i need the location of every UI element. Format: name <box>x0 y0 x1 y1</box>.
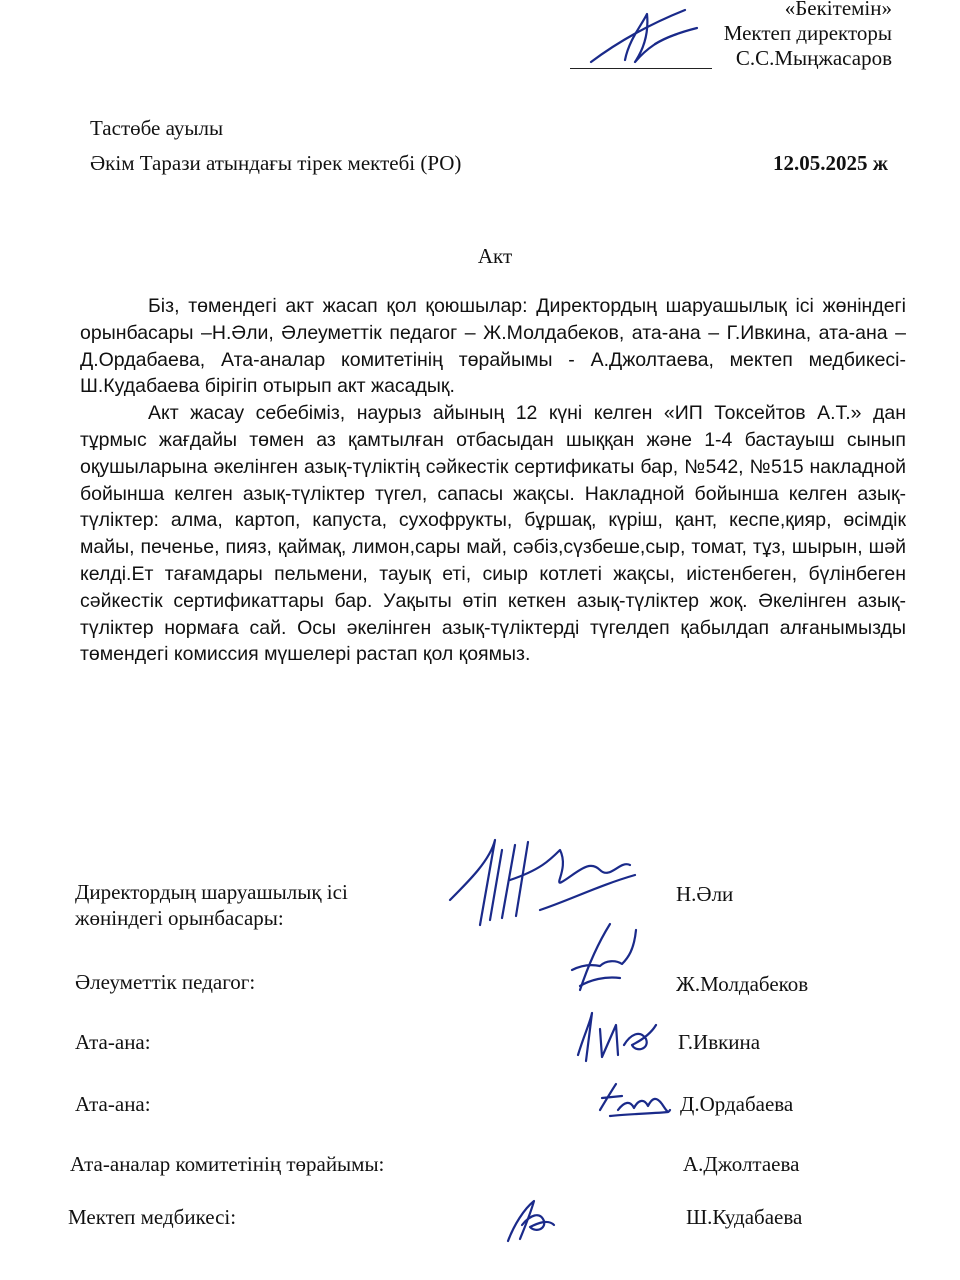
signatory-role: Ата-ана: <box>75 1030 151 1054</box>
signatory-name: Н.Әли <box>676 882 734 906</box>
document-body <box>80 293 906 668</box>
signatory-role: Ата-ана: <box>75 1092 151 1116</box>
signature-ivkina <box>570 1005 660 1065</box>
signature-ali <box>440 830 640 930</box>
signatory-name: Д.Ордабаева <box>680 1092 794 1116</box>
signatory-role: Әлеуметтік педагог: <box>75 970 256 994</box>
signatory-name: Г.Ивкина <box>678 1030 761 1054</box>
signatory-name: Ш.Кудабаева <box>686 1205 803 1229</box>
document-date: 12.05.2025 ж <box>773 151 888 175</box>
signature-moldabekov <box>550 920 650 1010</box>
signatory-role: Директордың шаруашылық ісі <box>75 880 348 904</box>
signature-kudabaeva <box>500 1195 560 1245</box>
approval-title: «Бекітемін» <box>784 0 892 20</box>
signatory-name: А.Джолтаева <box>683 1152 800 1176</box>
signatory-name: Ж.Молдабеков <box>676 972 809 996</box>
document-title: Акт <box>477 244 513 268</box>
signatory-role: Ата-аналар комитетінің төрайымы: <box>70 1152 385 1176</box>
signature-ordabaeva <box>596 1080 672 1124</box>
signatory-role: Мектеп медбикесі: <box>68 1205 237 1229</box>
school-name: Әкім Тарази атындағы тірек мектебі (РО) <box>90 151 462 175</box>
approval-role: Мектеп директоры <box>723 21 892 45</box>
body-paragraph: Біз, төмендегі акт жасап қол қоюшылар: Директордың шаруашылық ісі жөніндегі орынбасары –Н.Әли, Әлеуметтік педагог – Ж.Молдабеков, ата-ана – Г.Ивкина, ата-ана – Д.Ордабаева, Ата-аналар комитетінің төрайымы - А.Джолтаева, мектеп медбикесі-Ш.Кудабаева бірігіп отырып акт жасадық. <box>80 295 906 398</box>
director-signature <box>585 4 705 70</box>
approval-name: С.С.Мыңжасаров <box>735 46 892 70</box>
body-paragraph: Акт жасау себебіміз, наурыз айының 12 күні келген «ИП Токсейтов А.Т.» дан тұрмыс жағдайы төмен аз қамтылған отбасыдан шыққан және 1-4 бастауыш сынып оқушыларына әкелінген азық-түліктің сәйкестік сертификаты бар, №542, №515 накладной бойынша келген азық-түліктер түгел, сапасы жақсы. Накладной бойынша келген азық-түліктер: алма, картоп, капуста, сухофрукты, бұршақ, күріш, қант, кеспе,қияр, өсімдік майы, печенье, пияз, қаймақ, лимон,сары май, сәбіз,сүзбеше,сыр, томат, тұз, шырын, шәй келді.Ет тағамдары пельмени, тауық еті, сиыр котлеті жақсы, иістенбеген, бүлінбеген сәйкестік сертификаттары бар. Уақыты өтіп кеткен азық-түліктер жоқ. Әкелінген азық-түліктер нормаға сай. Осы әкелінген азық-түліктерді түгелдеп қабылдап алғанымызды төмендегі комиссия мүшелері растап қол қоямыз. <box>80 402 906 666</box>
signatory-role: жөніндегі орынбасары: <box>75 906 284 930</box>
village-name: Тастөбе ауылы <box>90 116 224 140</box>
